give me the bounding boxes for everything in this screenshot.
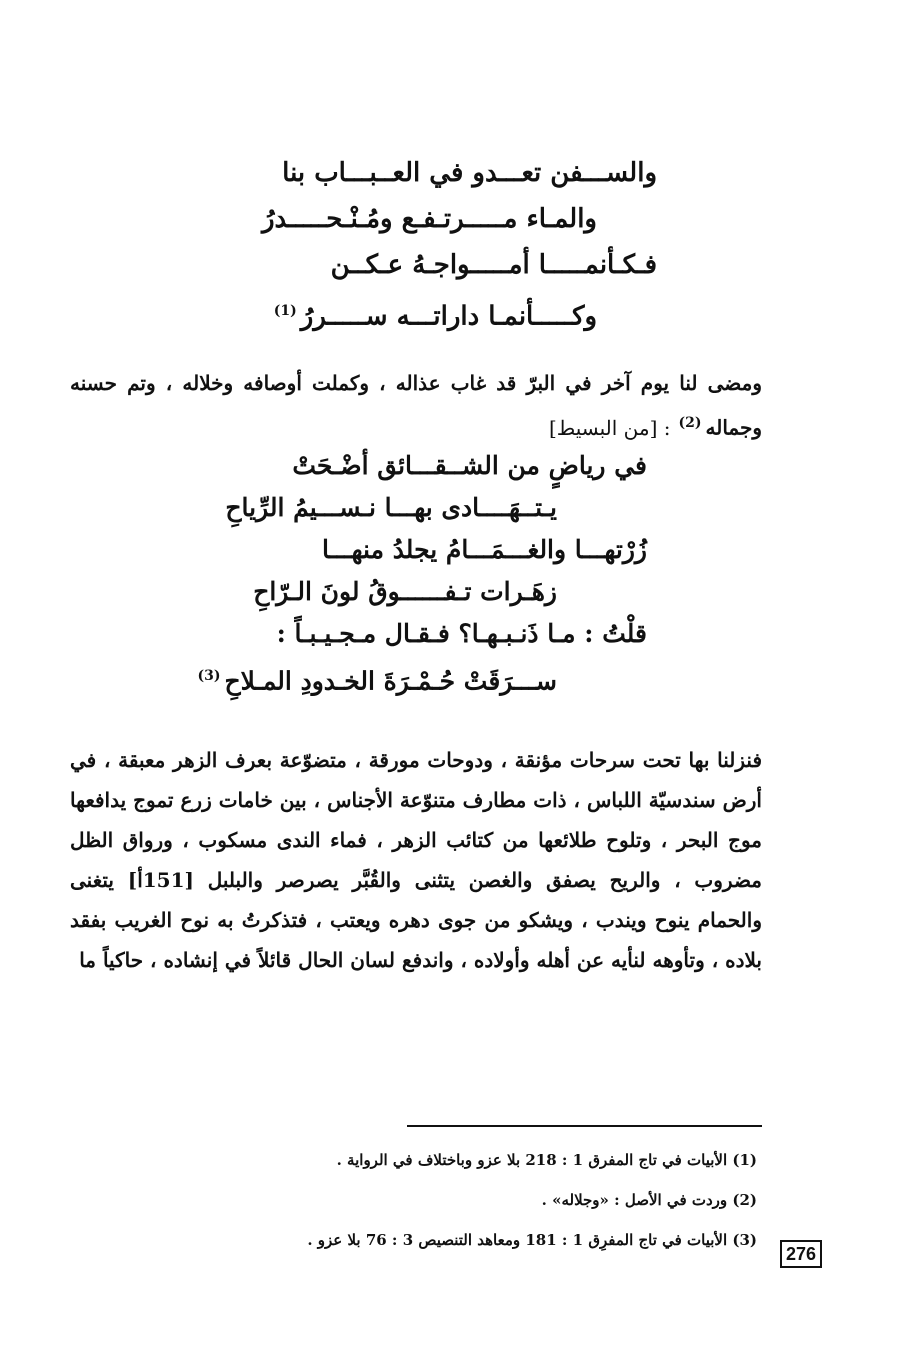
footnote-divider bbox=[407, 1125, 762, 1127]
poem-two-verse: ســـرَقَتْ حُـمْـرَةَ الخـدودِ المـلاحِ bbox=[224, 666, 557, 696]
prose-paragraph-one bbox=[70, 363, 762, 448]
footnote-item: (2) وردت في الأصل : «وجلاله» . bbox=[541, 1191, 757, 1209]
poem-two-verse: زُرْتهـــا والغـــمَـــامُ يجلدُ منهـــا bbox=[321, 535, 647, 564]
poem-one-verse: وكـــــأنمـا داراتـــه ســـــررُ bbox=[300, 301, 597, 332]
prose-two-text: فنزلنا بها تحت سرحات مؤنقة ، ودوحات مورقة ، متضوّعة بعرف الزهر معبقة ، في أرض سندسيّة اللباس ، ذات مطارف متنوّعة الأجناس ، بين خامات زرع تموج يدافعها موج البحر ، وتلوح طلائعها من كتائب الزهر ، فماء الندى مسكوب ، ورواق الظل مضروب ، والريح يصفق والغصن يتثنى والقُبَّر يصرصر والبلبل [151أ] يتغنى والحمام ينوح ويندب ، ويشكو من جوى دهره ويعتب ، فتذكرتُ به نوح الغريب بفقد بلاده ، وتأوهه لنأيه عن أهله وأولاده ، واندفع لسان الحال قائلاً في إنشاده ، حاكياً ما bbox=[70, 748, 763, 972]
poem-two-verse: زهَـرات تـفــــــوقُ لونَ الـرّاحِ bbox=[253, 577, 557, 606]
meter-label: : [من البسيط] bbox=[548, 415, 671, 440]
poem-one-verse: والســـفن تعـــدو في العــبـــاب بنا bbox=[282, 158, 657, 188]
footnote-ref-2: (2) bbox=[678, 415, 702, 431]
poem-one-verse: والمـاء مـــــرتـفـع ومُـنْـحـــــدرُ bbox=[261, 204, 597, 234]
poem-one bbox=[237, 150, 657, 334]
footnote-ref-1: (1) bbox=[273, 303, 297, 319]
poem-one-verse: فـكـأنمـــــا أمـــــواجـهُ عـكــن bbox=[330, 250, 657, 280]
poem-two-verse-last bbox=[167, 655, 557, 697]
prose-paragraph-two bbox=[70, 740, 762, 980]
footnote-ref-3: (3) bbox=[197, 668, 221, 684]
footnote-item: (3) الأبيات في تاج المفرِق 1 : 181 ومعاهد التنصيص 3 : 76 بلا عزو . bbox=[307, 1231, 757, 1249]
poem-two-verse: في رياضٍ من الشــقـــائق أضْـحَتْ bbox=[292, 451, 647, 480]
footnote-item: (1) الأبيات في تاج المفرق 1 : 218 بلا عزو وباختلاف في الرواية . bbox=[336, 1151, 757, 1169]
page-number: 276 bbox=[780, 1240, 822, 1268]
poem-two-verse: قلْتُ : مـا ذَنـبـهـا؟ فـقـال مـجـيـبـاً : bbox=[276, 619, 647, 648]
prose-one-text: ومضى لنا يوم آخر في البرّ قد غاب عذاله ، وكملت أوصافه وخلاله ، وتم حسنه وجماله bbox=[70, 371, 762, 440]
poem-one-verse-last bbox=[237, 288, 597, 334]
poem-two-verse: يـتــهَــــادى بهـــا نـســـيمُ الرِّياحِ bbox=[225, 493, 557, 522]
poem-two bbox=[167, 445, 647, 697]
prose-one-text-wrapper bbox=[70, 363, 762, 448]
footnotes bbox=[97, 1140, 757, 1260]
